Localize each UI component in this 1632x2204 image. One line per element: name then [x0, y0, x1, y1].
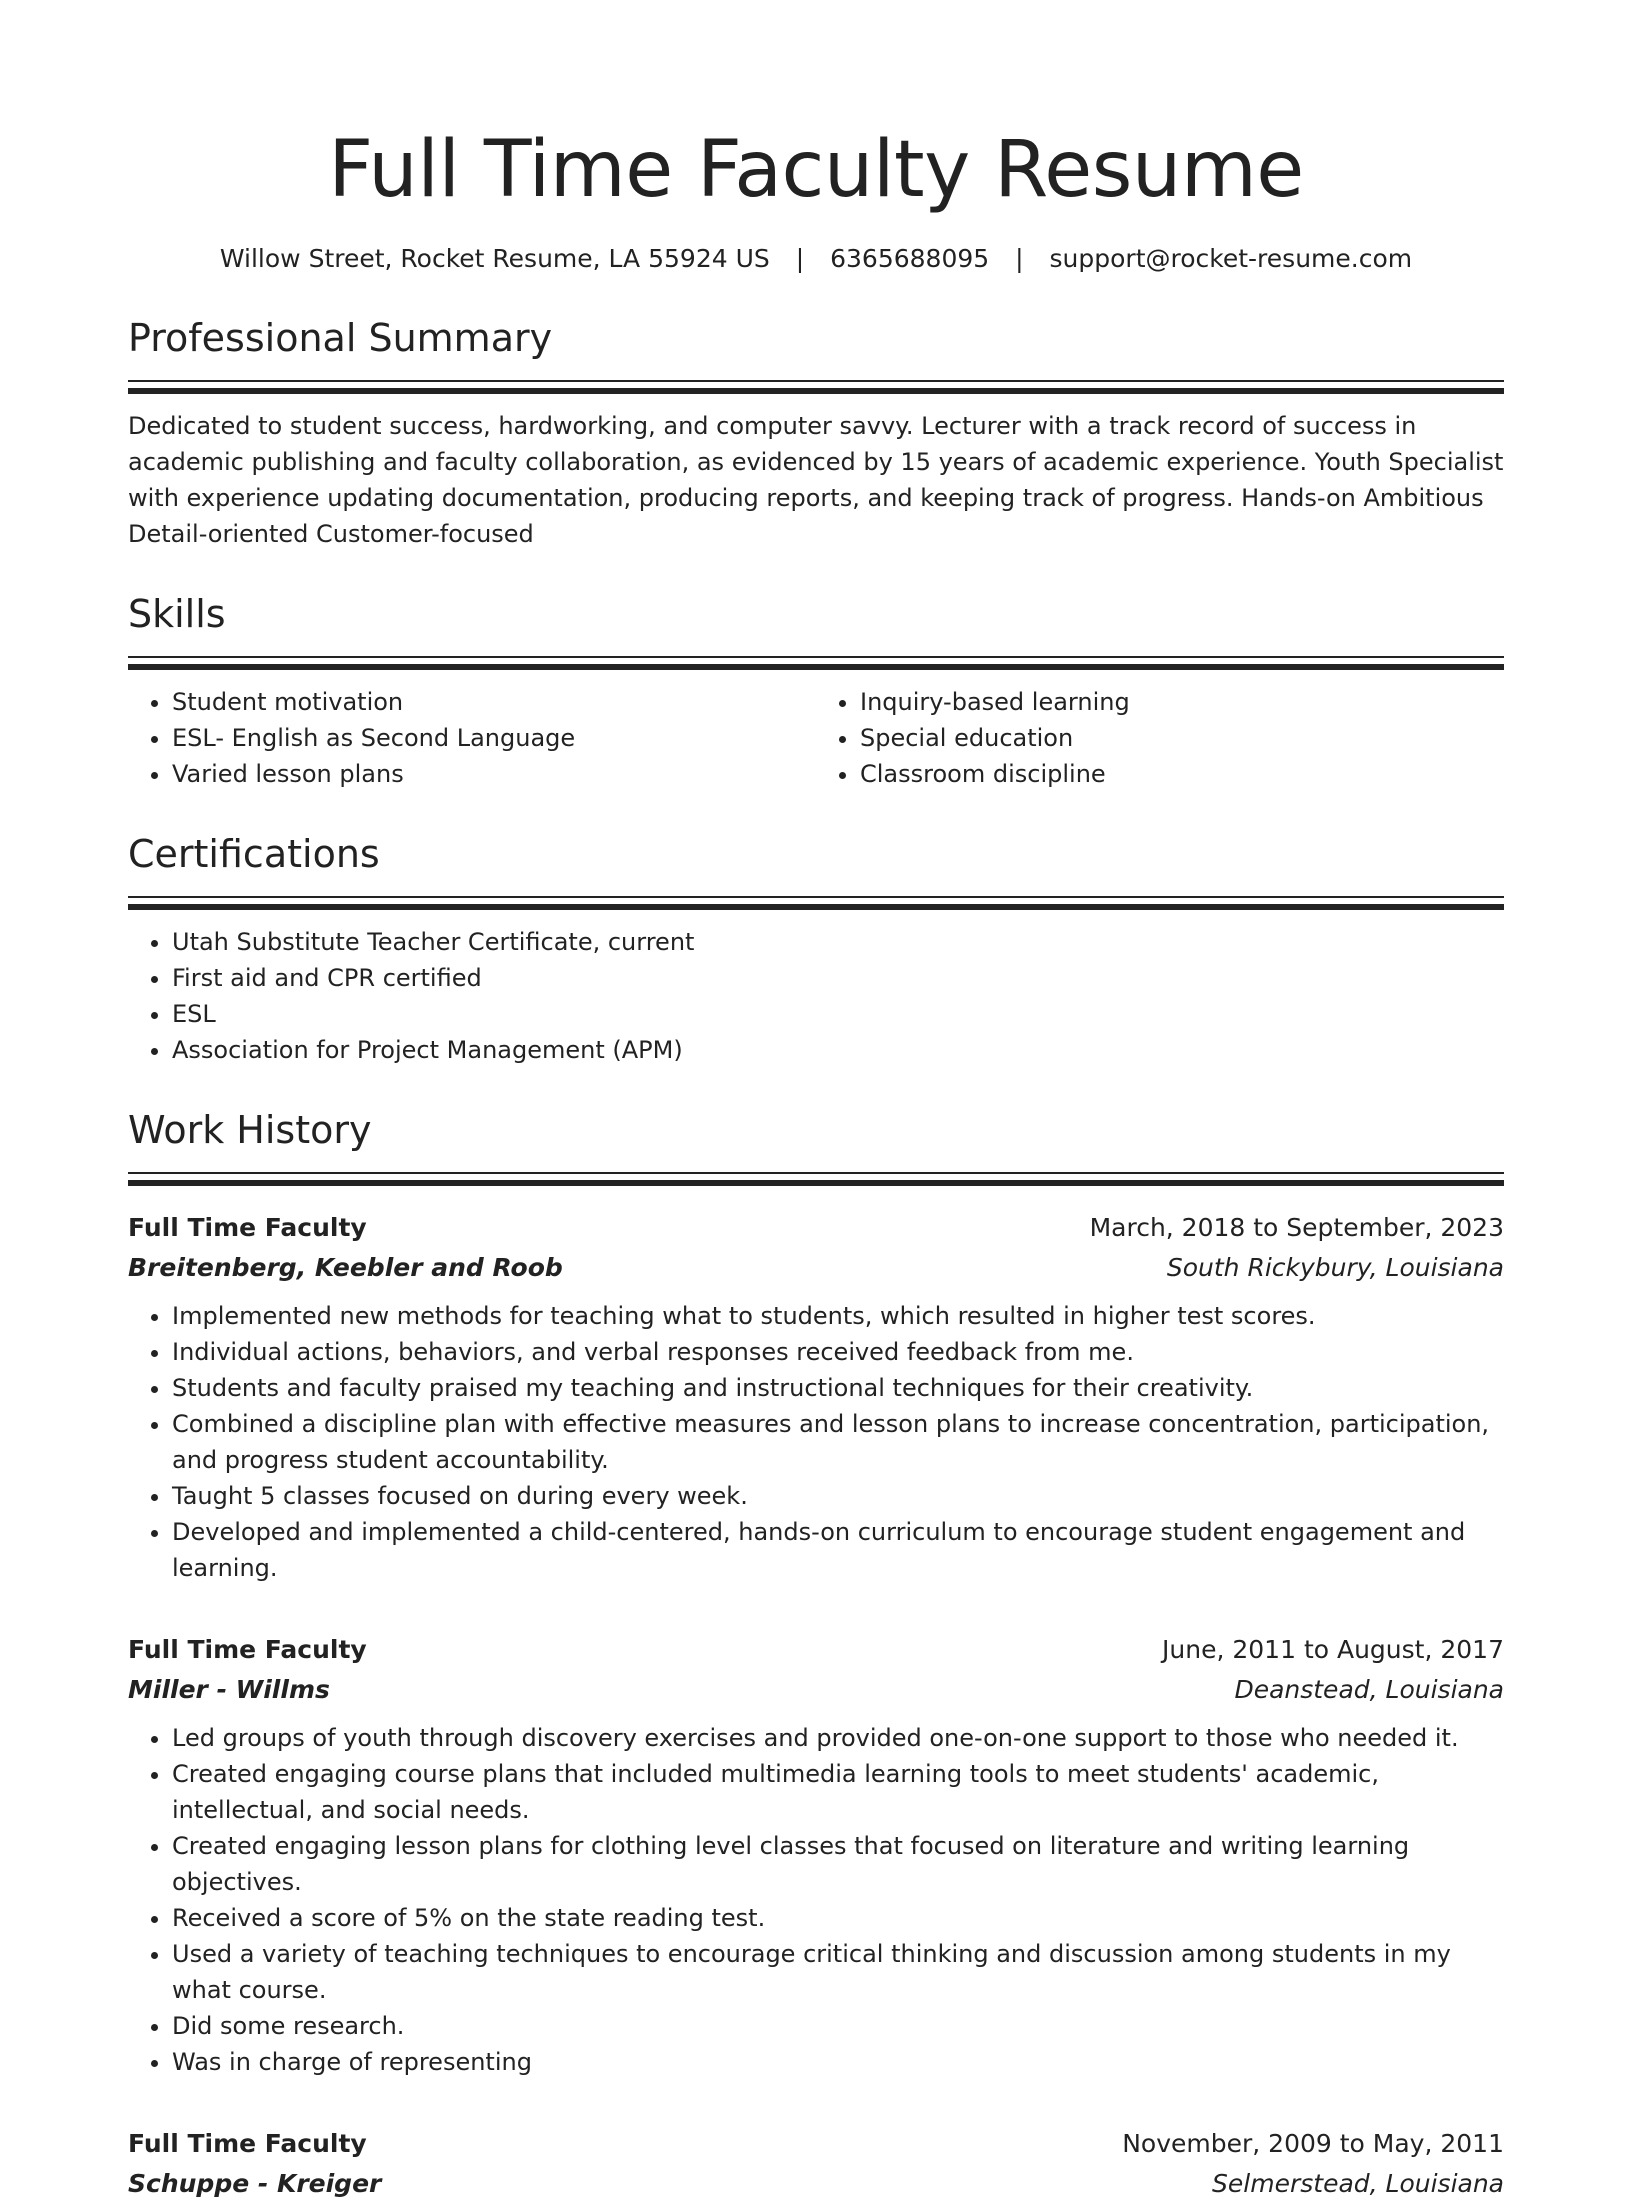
section-divider — [128, 896, 1504, 910]
job-location: Deanstead, Louisiana — [1234, 1675, 1504, 1704]
job-entry — [128, 1208, 1504, 1586]
skill-item: • ESL- English as Second Language — [172, 720, 816, 756]
job-entry — [128, 1630, 1504, 2080]
skills-list-left — [128, 684, 816, 792]
job-bullet: • Implemented new methods for teaching what to students, which resulted in higher test scores. — [172, 1298, 1504, 1334]
job-bullet: • Led groups of youth through discovery exercises and provided one-on-one support to those who needed it. — [172, 1720, 1504, 1756]
job-bullet: • Received a score of 5% on the state reading test. — [172, 1900, 1504, 1936]
job-company: Breitenberg, Keebler and Roob — [128, 1253, 563, 1282]
job-company-row — [128, 1670, 1504, 1710]
certifications-list — [128, 924, 1504, 1068]
skills-grid — [128, 684, 1504, 792]
section-divider — [128, 1172, 1504, 1186]
work-history-section — [128, 1106, 1504, 2204]
certification-item: • Utah Substitute Teacher Certificate, current — [172, 924, 1504, 960]
contact-separator: | — [1015, 244, 1024, 273]
resume-title: Full Time Faculty Resume — [328, 125, 1304, 215]
job-dates: November, 2009 to May, 2011 — [1122, 2129, 1504, 2158]
job-title: Full Time Faculty — [128, 2129, 367, 2158]
contact-phone: 6365688095 — [830, 244, 990, 273]
contact-line — [128, 242, 1504, 276]
section-divider — [128, 380, 1504, 394]
summary-text: Dedicated to student success, hardworking, and computer savvy. Lecturer with a track record of success in academic publishing and faculty collaboration, as evidenced by 15 years of academic experience. Youth Specialist with experience updating documentation, producing reports, and keeping track of progress. Hands-on Ambitious Detail-oriented Customer-focused — [128, 412, 1504, 548]
job-header-row — [128, 2124, 1504, 2164]
certifications-heading: Certifications — [128, 832, 380, 876]
contact-email: support@rocket-resume.com — [1049, 244, 1413, 273]
skill-item: • Inquiry-based learning — [860, 684, 1504, 720]
skill-item: • Varied lesson plans — [172, 756, 816, 792]
job-bullet: • Was in charge of representing — [172, 2044, 1504, 2080]
job-company: Miller - Willms — [128, 1675, 330, 1704]
skills-list-right — [816, 684, 1504, 792]
job-bullet: • Did some research. — [172, 2008, 1504, 2044]
job-bullet: • Combined a discipline plan with effective measures and lesson plans to increase concentration, participation, and progress student accountability. — [172, 1406, 1504, 1478]
section-divider — [128, 656, 1504, 670]
job-bullet: • Created engaging course plans that included multimedia learning tools to meet students' academic, intellectual, and social needs. — [172, 1756, 1504, 1828]
summary-heading: Professional Summary — [128, 316, 553, 360]
job-company: Schuppe - Kreiger — [128, 2169, 382, 2198]
certification-item: • ESL — [172, 996, 1504, 1032]
job-company-row — [128, 2164, 1504, 2204]
job-dates: June, 2011 to August, 2017 — [1162, 1635, 1504, 1664]
job-entry — [128, 2124, 1504, 2204]
work-history-heading: Work History — [128, 1108, 372, 1152]
contact-address: Willow Street, Rocket Resume, LA 55924 US — [219, 244, 770, 273]
job-title: Full Time Faculty — [128, 1635, 367, 1664]
job-bullet: • Created engaging lesson plans for clothing level classes that focused on literature and writing learning objectives. — [172, 1828, 1504, 1900]
contact-separator: | — [795, 244, 805, 273]
job-bullet: • Taught 5 classes focused on during every week. — [172, 1478, 1504, 1514]
job-bullet: • Individual actions, behaviors, and verbal responses received feedback from me. — [172, 1334, 1504, 1370]
job-bullets — [128, 1720, 1504, 2080]
job-location: Selmerstead, Louisiana — [1212, 2169, 1504, 2198]
job-header-row — [128, 1208, 1504, 1248]
skills-heading: Skills — [128, 592, 226, 636]
certification-item: • First aid and CPR certified — [172, 960, 1504, 996]
skill-item: • Classroom discipline — [860, 756, 1504, 792]
job-bullets — [128, 1298, 1504, 1586]
skills-section — [128, 590, 1504, 792]
job-company-row — [128, 1248, 1504, 1288]
job-title: Full Time Faculty — [128, 1213, 367, 1242]
job-location: South Rickybury, Louisiana — [1166, 1253, 1504, 1282]
skill-item: • Student motivation — [172, 684, 816, 720]
summary-section — [128, 314, 1504, 552]
job-header-row — [128, 1630, 1504, 1670]
certifications-section — [128, 830, 1504, 1068]
job-bullet: • Used a variety of teaching techniques to encourage critical thinking and discussion among students in my what course. — [172, 1936, 1504, 2008]
skill-item: • Special education — [860, 720, 1504, 756]
job-dates: March, 2018 to September, 2023 — [1089, 1213, 1504, 1242]
job-bullet: • Students and faculty praised my teaching and instructional techniques for their creativity. — [172, 1370, 1504, 1406]
certification-item: • Association for Project Management (APM) — [172, 1032, 1504, 1068]
job-bullet: • Developed and implemented a child-centered, hands-on curriculum to encourage student engagement and learning. — [172, 1514, 1504, 1586]
